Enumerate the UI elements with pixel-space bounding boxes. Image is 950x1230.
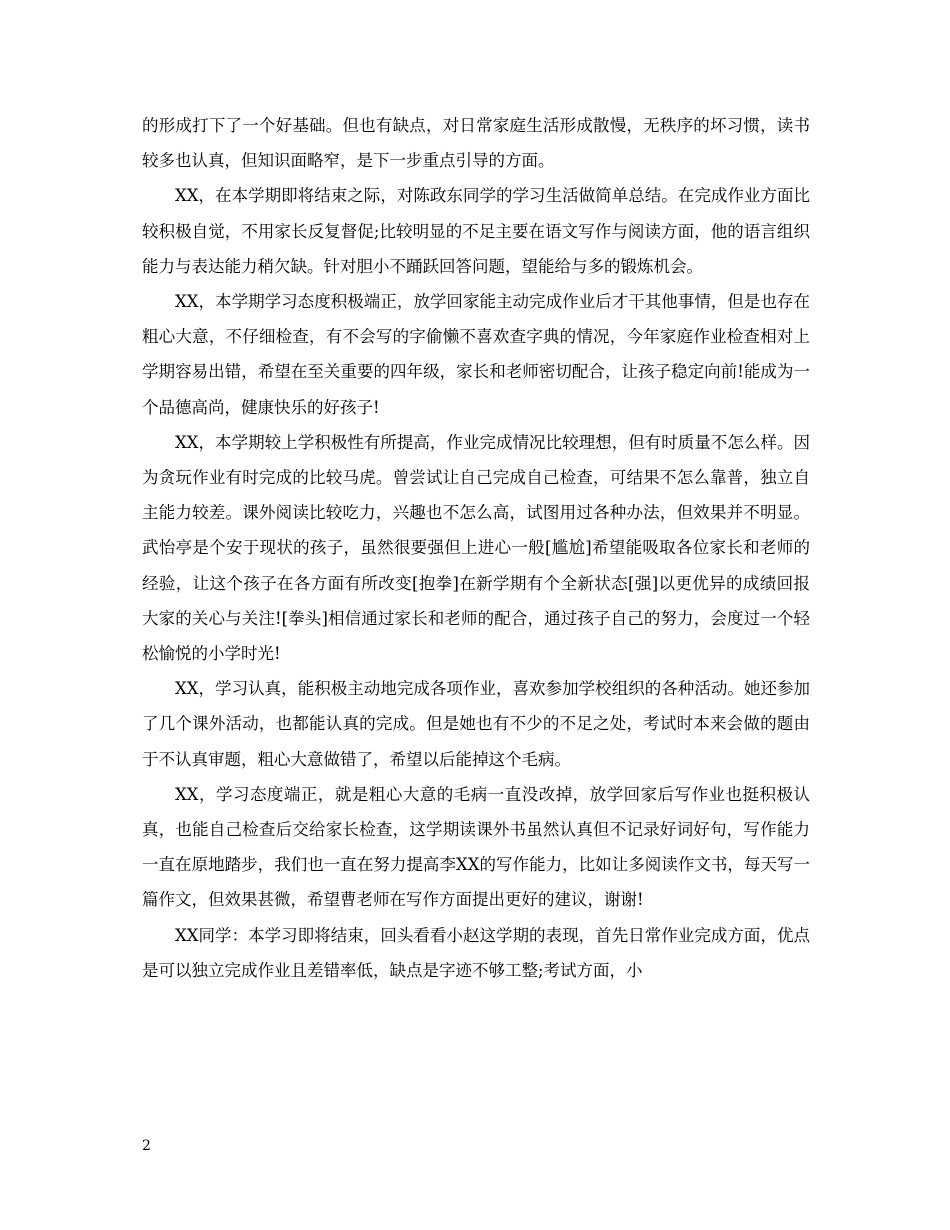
page-number: 2 [142, 1138, 151, 1154]
paragraph-3: XX，本学期学习态度积极端正，放学回家能主动完成作业后才干其他事情，但是也存在粗心大意，不仔细检查，有不会写的字偷懒不喜欢查字典的情况，今年家庭作业检查相对上学期容易出错，希望在至关重要的四年级，家长和老师密切配合，让孩子稳定向前!能成为一个品德高尚，健康快乐的好孩子! [142, 292, 810, 417]
paragraph-5: XX，学习认真，能积极主动地完成各项作业，喜欢参加学校组织的各种活动。她还参加了几个课外活动，也都能认真的完成。但是她也有不少的不足之处，考试时本来会做的题由于不认真审题，粗心大意做错了，希望以后能掉这个毛病。 [142, 679, 810, 769]
paragraph-6: XX，学习态度端正，就是粗心大意的毛病一直没改掉，放学回家后写作业也挺积极认真，也能自己检查后交给家长检查，这学期读课外书虽然认真但不记录好词好句，写作能力一直在原地踏步，我们也一直在努力提高李XX的写作能力，比如让多阅读作文书，每天写一篇作文，但效果甚微，希望曹老师在写作方面提出更好的建议，谢谢! [142, 784, 810, 910]
document-body [142, 108, 810, 988]
paragraph-7: XX同学：本学习即将结束，回头看看小赵这学期的表现，首先日常作业完成方面，优点是可以独立完成作业且差错率低，缺点是字迹不够工整;考试方面，小 [142, 925, 810, 980]
paragraph-1: 的形成打下了一个好基础。但也有缺点，对日常家庭生活形成散慢，无秩序的坏习惯，读书较多也认真，但知识面略窄，是下一步重点引导的方面。 [142, 116, 810, 171]
paragraph-4: XX，本学期较上学积极性有所提高，作业完成情况比较理想，但有时质量不怎么样。因为贪玩作业有时完成的比较马虎。曾尝试让自己完成自己检查，可结果不怎么靠普，独立自主能力较差。课外阅读比较吃力，兴趣也不怎么高，试图用过各种办法，但效果并不明显。武怡亭是个安于现状的孩子，虽然很要强但上进心一般[尴尬]希望能吸取各位家长和老师的经验，让这个孩子在各方面有所改变[抱拳]在新学期有个全新状态[强]以更优异的成绩回报大家的关心与关注![拳头]相信通过家长和老师的配合，通过孩子自己的努力，会度过一个轻松愉悦的小学时光! [142, 432, 810, 664]
paragraph-2: XX，在本学期即将结束之际，对陈政东同学的学习生活做简单总结。在完成作业方面比较积极自觉，不用家长反复督促;比较明显的不足主要在语文写作与阅读方面，他的语言组织能力与表达能力稍欠缺。针对胆小不踊跃回答问题，望能给与多的锻炼机会。 [142, 186, 810, 276]
